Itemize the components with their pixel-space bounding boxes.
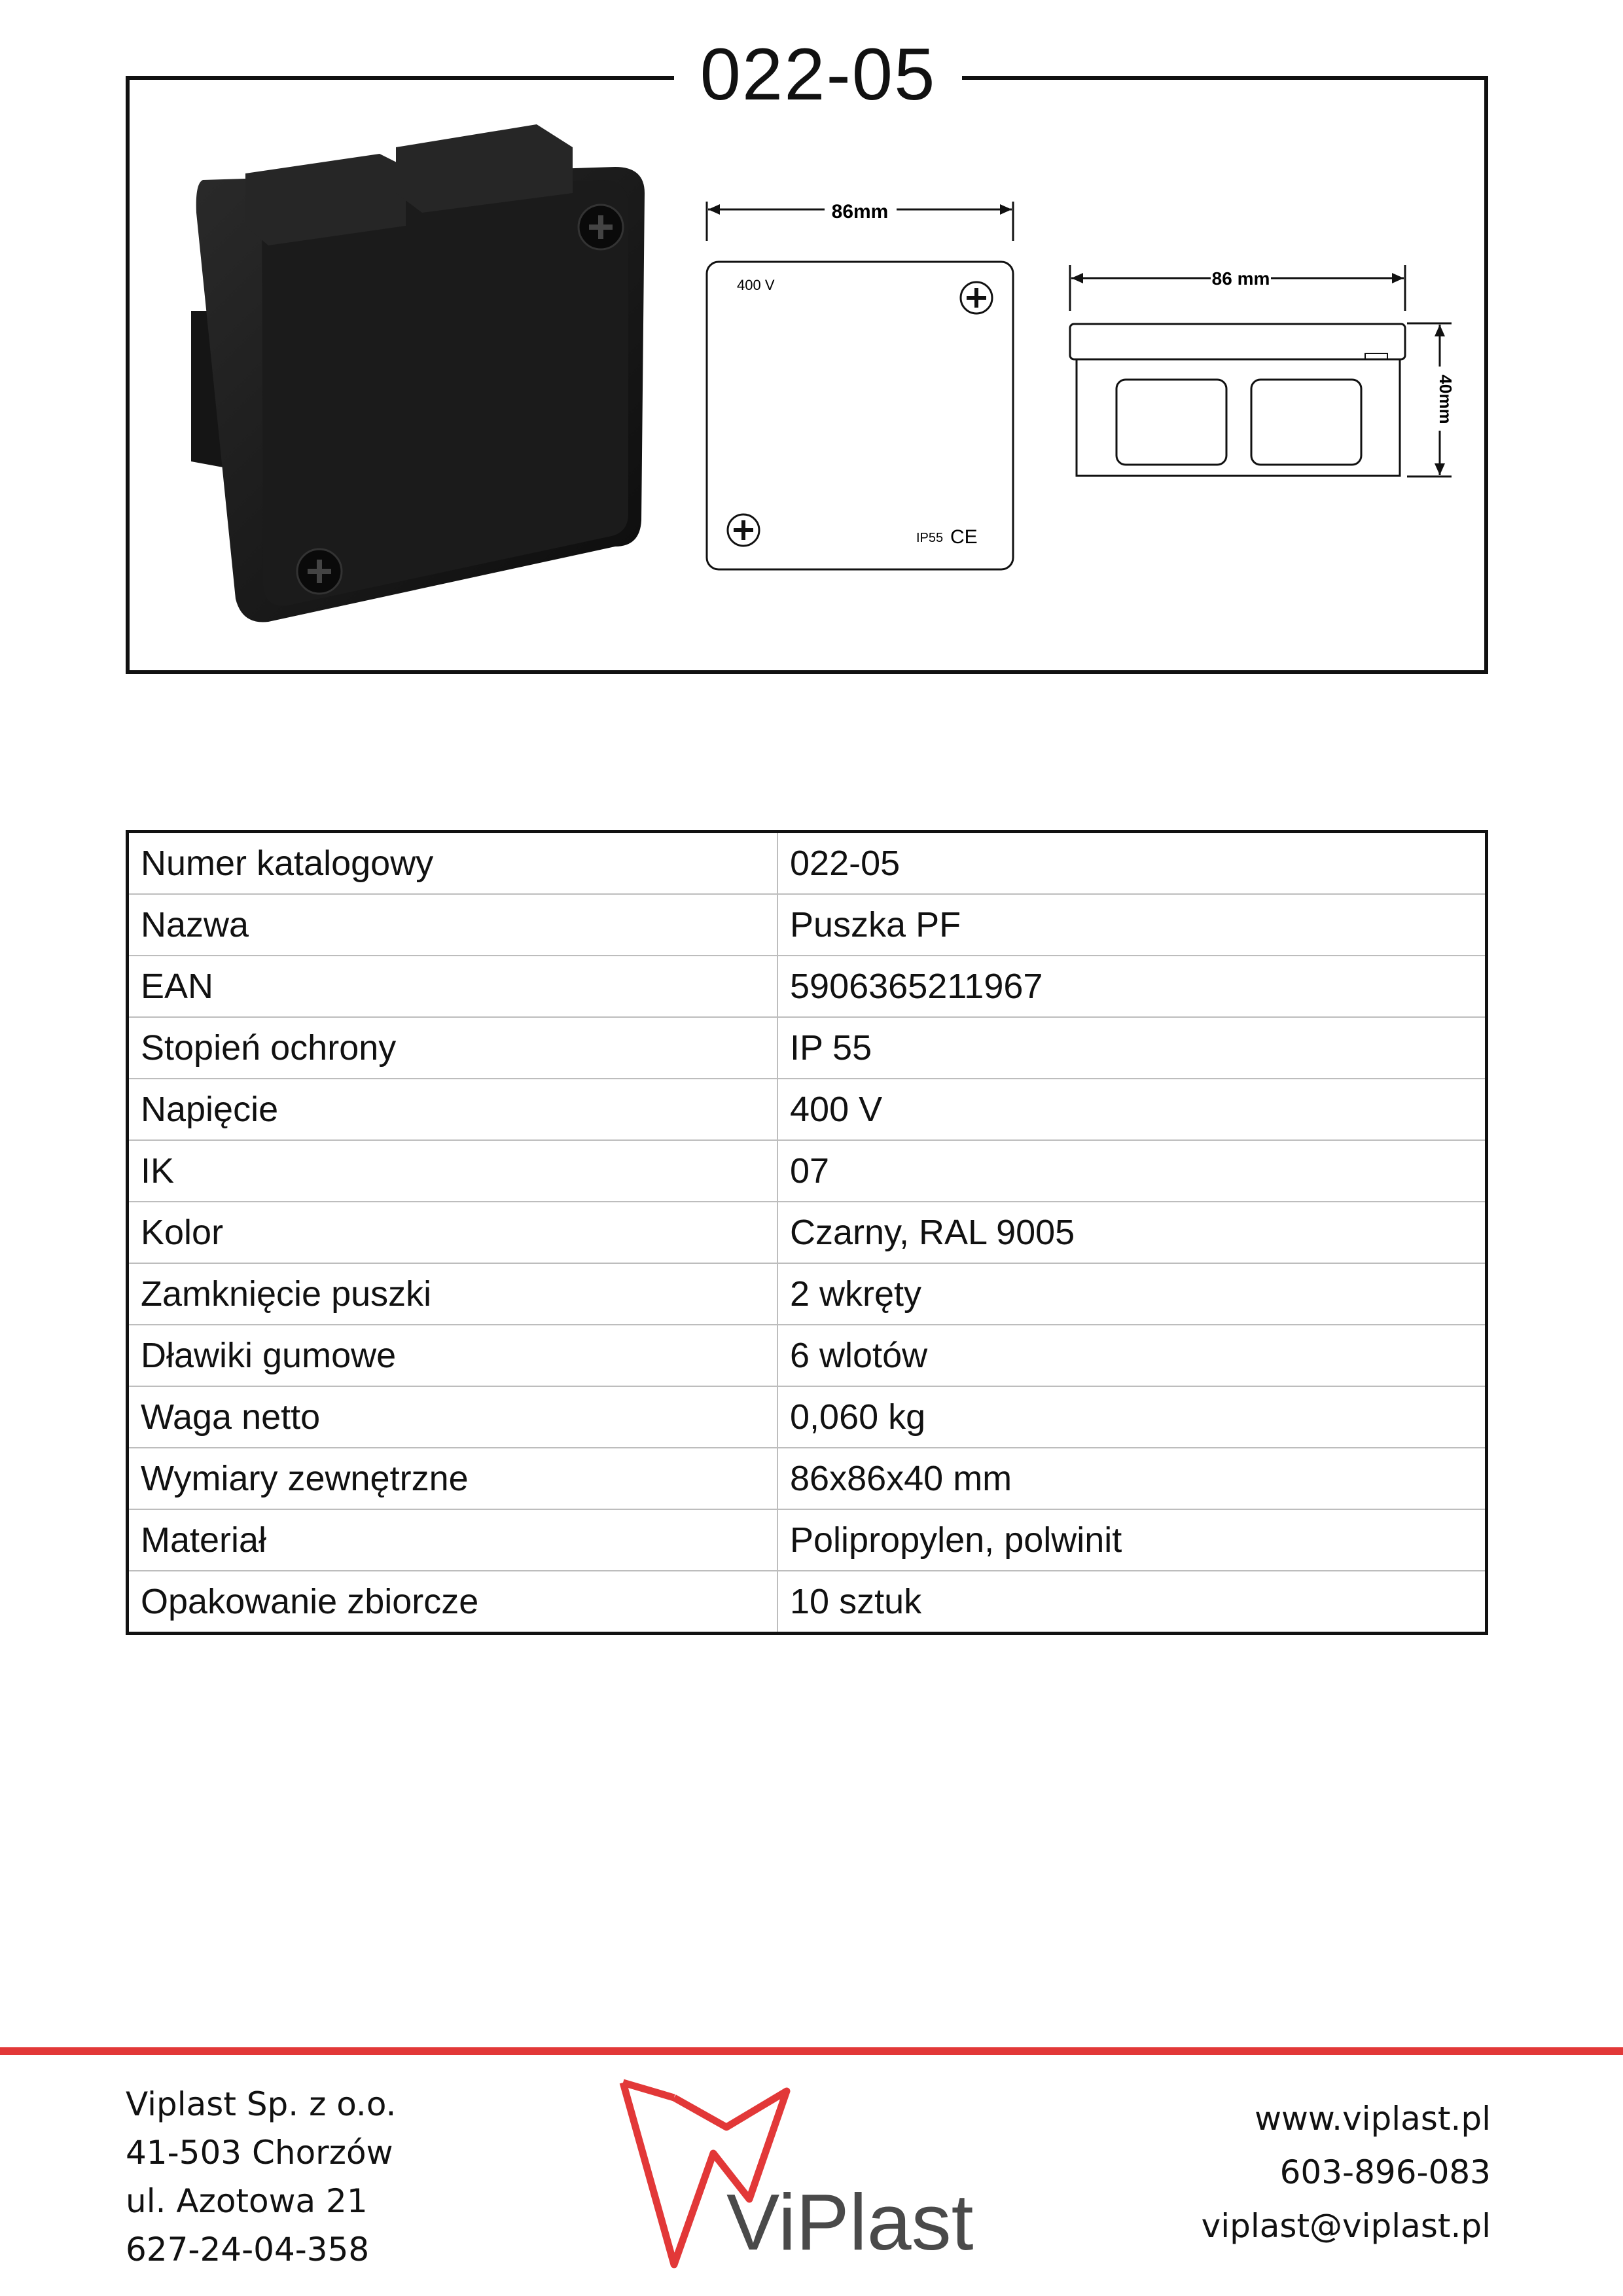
spec-value: 6 wlotów xyxy=(777,1325,1487,1386)
spec-value: 2 wkręty xyxy=(777,1263,1487,1325)
spec-label: Numer katalogowy xyxy=(128,832,778,895)
side-width-label: 86 mm xyxy=(1211,268,1270,289)
table-row xyxy=(128,1509,1487,1571)
front-width-label: 86mm xyxy=(831,201,889,223)
company-address xyxy=(126,2080,396,2274)
table-row xyxy=(128,1448,1487,1509)
spec-value: Polipropylen, polwinit xyxy=(777,1509,1487,1571)
email-link[interactable]: viplast@viplast.pl xyxy=(1201,2207,1491,2245)
ip-rating-label: IP55 xyxy=(916,531,944,545)
spec-label: Waga netto xyxy=(128,1386,778,1448)
spec-label: Stopień ochrony xyxy=(128,1017,778,1079)
spec-label: Zamknięcie puszki xyxy=(128,1263,778,1325)
spec-label: EAN xyxy=(128,956,778,1017)
spec-label: Kolor xyxy=(128,1202,778,1263)
table-row xyxy=(128,956,1487,1017)
spec-value: 10 sztuk xyxy=(777,1571,1487,1634)
table-row xyxy=(128,1325,1487,1386)
spec-value: 0,060 kg xyxy=(777,1386,1487,1448)
spec-value: 5906365211967 xyxy=(777,956,1487,1017)
tax-id: 627-24-04-358 xyxy=(126,2231,370,2269)
table-row xyxy=(128,894,1487,956)
footer-divider xyxy=(0,2047,1623,2055)
voltage-label: 400 V xyxy=(737,277,775,293)
spec-label: Opakowanie zbiorcze xyxy=(128,1571,778,1634)
spec-value: Puszka PF xyxy=(777,894,1487,956)
spec-value: 07 xyxy=(777,1140,1487,1202)
spec-label: Wymiary zewnętrzne xyxy=(128,1448,778,1509)
contact-info xyxy=(1202,2092,1491,2253)
spec-value: Czarny, RAL 9005 xyxy=(777,1202,1487,1263)
side-view-drawing xyxy=(1060,255,1466,497)
postal-city: 41-503 Chorzów xyxy=(126,2134,393,2172)
spec-value: 86x86x40 mm xyxy=(777,1448,1487,1509)
spec-value: 400 V xyxy=(777,1079,1487,1140)
table-row xyxy=(128,1079,1487,1140)
table-row xyxy=(128,1386,1487,1448)
street: ul. Azotowa 21 xyxy=(126,2182,368,2220)
spec-label: Nazwa xyxy=(128,894,778,956)
table-row xyxy=(128,1571,1487,1634)
front-view-drawing xyxy=(694,190,1034,583)
table-row xyxy=(128,1263,1487,1325)
spec-value: IP 55 xyxy=(777,1017,1487,1079)
ce-mark: CE xyxy=(950,526,978,548)
spec-label: Dławiki gumowe xyxy=(128,1325,778,1386)
product-code-title: 022-05 xyxy=(674,29,962,120)
table-row xyxy=(128,1017,1487,1079)
logo-text: ViPlast xyxy=(726,2178,974,2267)
table-row xyxy=(128,1140,1487,1202)
company-name: Viplast Sp. z o.o. xyxy=(126,2085,397,2123)
phone-number: 603-896-083 xyxy=(1279,2153,1491,2191)
table-row xyxy=(128,832,1487,895)
spec-value: 022-05 xyxy=(790,844,901,883)
table-row xyxy=(128,1202,1487,1263)
spec-label: IK xyxy=(128,1140,778,1202)
spec-label: Materiał xyxy=(128,1509,778,1571)
spec-table xyxy=(126,830,1488,1635)
website-link[interactable]: www.viplast.pl xyxy=(1255,2100,1491,2138)
product-photo xyxy=(183,115,654,632)
spec-label: Napięcie xyxy=(128,1079,778,1140)
side-height-label: 40mm xyxy=(1436,374,1455,424)
